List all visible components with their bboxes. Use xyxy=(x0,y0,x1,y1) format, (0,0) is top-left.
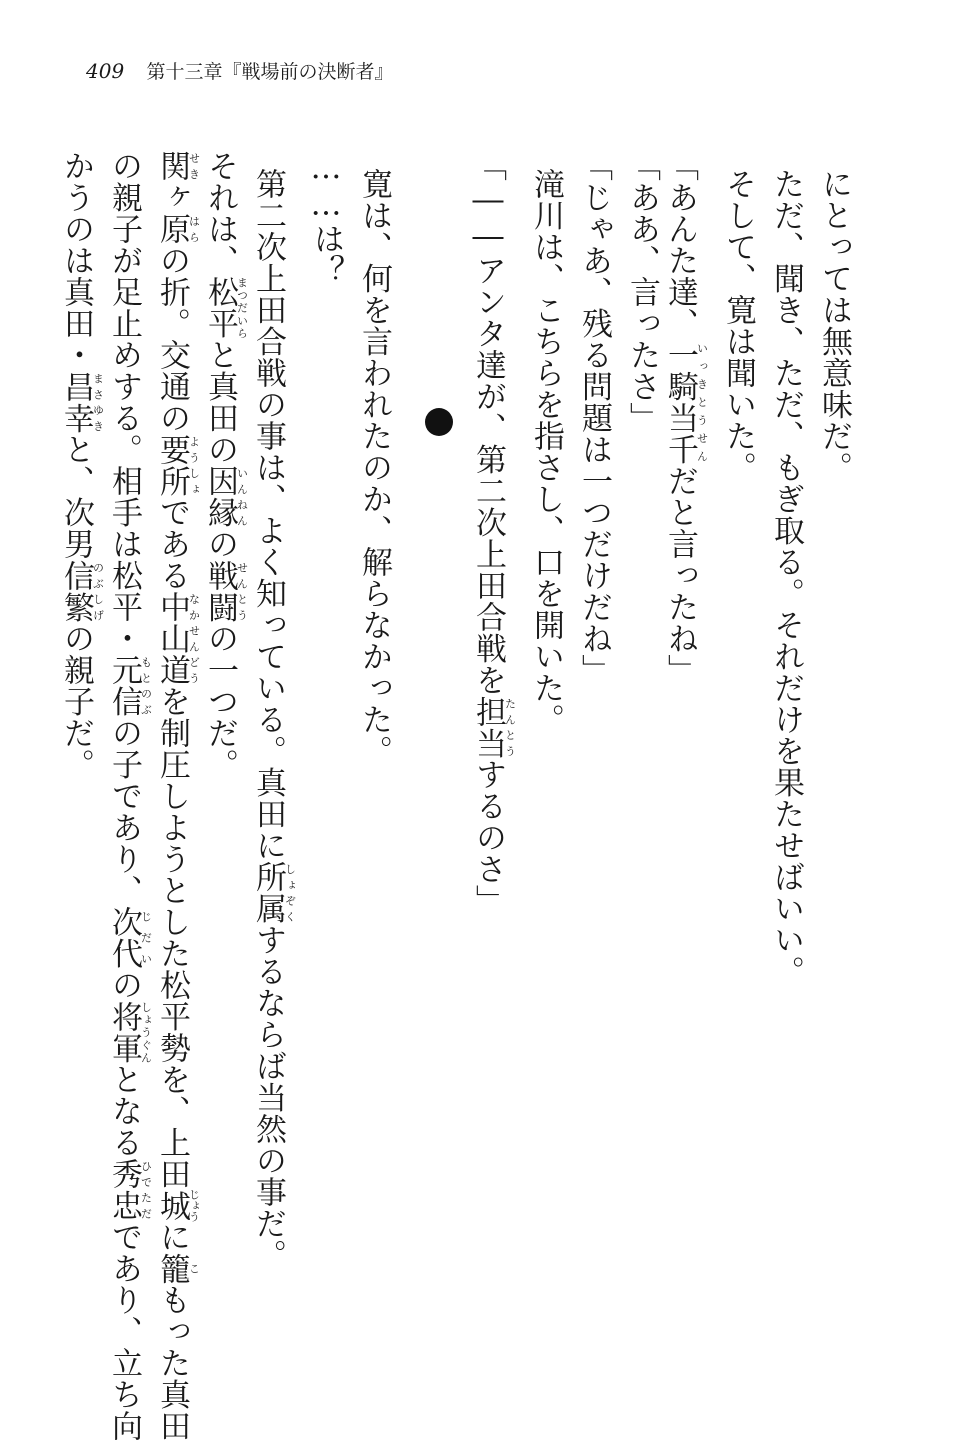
furigana-word: 一騎当千いっきとうせん xyxy=(662,339,709,465)
furigana-word: 松平まつだいら xyxy=(202,276,249,339)
furigana-word: 信繁のぶしげ xyxy=(58,559,105,623)
text-line: 関せきヶ原はらの折。交通の要所ようしょである中山道なかせんどうを制圧しようとした松平勢を、上田城じょうに籠こもった真田 xyxy=(154,150,201,1442)
furigana-word: 戦闘せんとう xyxy=(202,559,249,623)
furigana-word: 元信もとのぶ xyxy=(106,654,153,717)
text-line: にとっては無意味だ。 xyxy=(816,168,852,483)
furigana-word: 要所ようしょ xyxy=(154,433,201,497)
furigana-word: 籠こ xyxy=(154,1252,201,1284)
text-line: 「――アンタ達が、第二次上田合戦を担当たんとうするのさ」 xyxy=(470,150,517,916)
furigana-word: 因縁いんねん xyxy=(202,465,249,528)
furigana-word: 関せき xyxy=(154,150,201,182)
furigana-word: 次代じだい xyxy=(106,906,153,969)
furigana-word: 将軍しょうぐん xyxy=(106,1000,153,1064)
text-line: 滝川は、こちらを指さし、口を開いた。 xyxy=(528,168,564,735)
text-line: 「ああ、言ったさ」 xyxy=(624,150,660,434)
furigana-word: 秀忠ひでただ xyxy=(106,1158,153,1221)
text-line: かうのは真田・昌幸まさゆきと、次男信繁のぶしげの親子だ。 xyxy=(58,150,105,780)
text-line: 寛は、何を言われたのか、解らなかった。 xyxy=(356,168,392,767)
section-break-dot-icon xyxy=(425,408,453,436)
text-line: そして、寛は聞いた。 xyxy=(720,168,756,483)
furigana-word: 担当たんとう xyxy=(470,695,517,759)
chapter-title: 第十三章『戦場前の決断者』 xyxy=(146,61,394,83)
furigana-word: 所属しょぞく xyxy=(250,861,297,924)
page-number: 409 xyxy=(86,59,125,83)
text-line: の親子が足止めする。相手は松平・元信もとのぶの子であり、次代じだいの将軍しょうぐんとなる秀忠ひでただであり、立ち向 xyxy=(106,150,153,1442)
furigana-word: 原はら xyxy=(154,213,201,245)
text-line: 第二次上田合戦の事は、よく知っている。真田に所属しょぞくするならば当然の事だ。 xyxy=(250,168,297,1271)
text-line: それは、松平まつだいらと真田の因縁いんねんの戦闘せんとうの一つだ。 xyxy=(202,150,249,780)
text-line: ……は？ xyxy=(308,150,344,286)
text-line: 「あんた達、一騎当千いっきとうせんだと言ったね」 xyxy=(662,150,709,686)
furigana-word: 城じょう xyxy=(154,1188,201,1222)
furigana-word: 中山道なかせんどう xyxy=(154,591,201,686)
text-line: ただ、聞き、ただ、もぎ取る。それだけを果たせばいい。 xyxy=(768,168,804,987)
furigana-word: 昌幸まさゆき xyxy=(58,370,105,434)
text-line: 「じゃあ、残る問題は一つだけだね」 xyxy=(576,150,612,686)
running-header xyxy=(86,56,394,86)
